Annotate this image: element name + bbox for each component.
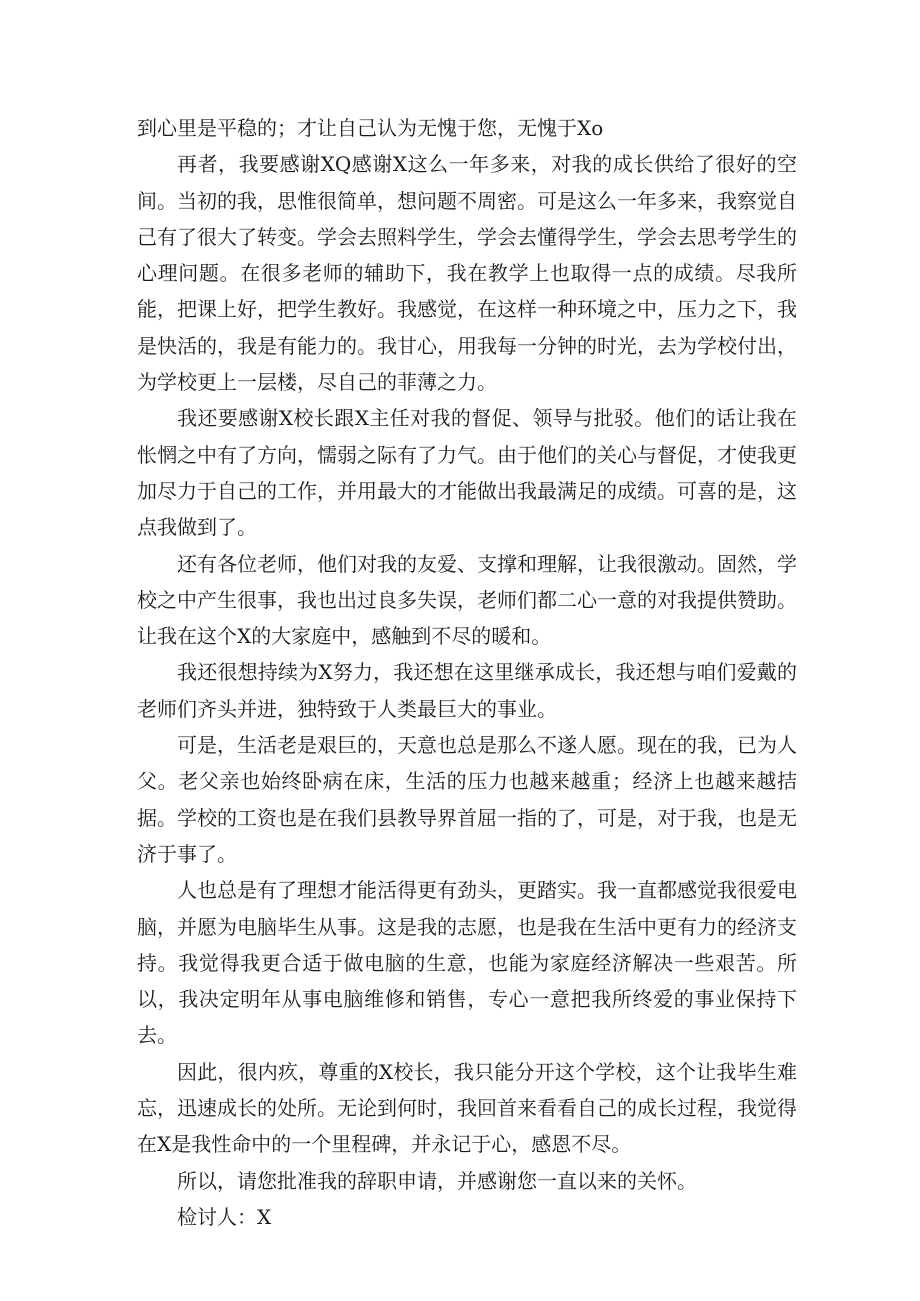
paragraph-thanks-teachers: 还有各位老师，他们对我的友爱、支撑和理解，让我很激动。固然，学校之中产生很事，我也出过良多失误，老师们都二心一意的对我提供赞助。让我在这个X的大家庭中，感触到不尽的暖和。 <box>137 551 797 649</box>
paragraph-hardship: 可是，生活老是艰巨的，天意也总是那么不遂人愿。现在的我，已为人父。老父亲也始终卧病在床，生活的压力也越来越重；经济上也越来越拮据。学校的工资也是在我们县教导界首屈一指的了，可是，对于我，也是无济于事了。 <box>137 733 797 866</box>
paragraph-wish-continue: 我还很想持续为X努力，我还想在这里继承成长，我还想与咱们爱戴的老师们齐头并进，独特致于人类最巨大的事业。 <box>137 660 797 721</box>
paragraph-thanks-principal: 我还要感谢X校长跟X主任对我的督促、领导与批驳。他们的话让我在怅惘之中有了方向，懦弱之际有了力气。由于他们的关心与督促，才使我更加尽力于自己的工作，并用最大的才能做出我最满足的成绩。可喜的是，这点我做到了。 <box>137 406 797 540</box>
paragraph-computer-career: 人也总是有了理想才能活得更有劲头，更踏实。我一直都感觉我很爱电脑，并愿为电脑毕生从事。这是我的志愿，也是我在生活中更有力的经济支持。我觉得我更合适于做电脑的生意，也能为家庭经济解决一些艰苦。所以，我决定明年从事电脑维修和销售，专心一意把我所终爱的事业保持下去。 <box>137 878 797 1048</box>
paragraph-request: 所以，请您批准我的辞职申请，并感谢您一直以来的关怀。 <box>177 1168 697 1193</box>
document-page <box>137 110 797 1235</box>
paragraph-thanks-growth: 再者，我要感谢XQ感谢X这么一年多来，对我的成长供给了很好的空间。当初的我，思惟很简单，想问题不周密。可是这么一年多来，我察觉自己有了很大了转变。学会去照料学生，学会去懂得学生，学会去思考学生的心理问题。在很多老师的辅助下，我在教学上也取得一点的成绩。尽我所能，把课上好，把学生教好。我感觉，在这样一种环境之中，压力之下，我是快活的，我是有能力的。我甘心，用我每一分钟的时光，去为学校付出，为学校更上一层楼，尽自己的菲薄之力。 <box>137 152 797 395</box>
signature-line: 检讨人：X <box>177 1204 272 1229</box>
paragraph-continuation: 到心里是平稳的；才让自己认为无愧于您，无愧于Xo <box>137 116 604 140</box>
paragraph-leaving: 因此，很内疚，尊重的X校长，我只能分开这个学校，这个让我毕生难忘，迅速成长的处所。无论到何时，我回首来看看自己的成长过程，我觉得在X是我性命中的一个里程碑，并永记于心，感恩不尽。 <box>137 1059 797 1157</box>
